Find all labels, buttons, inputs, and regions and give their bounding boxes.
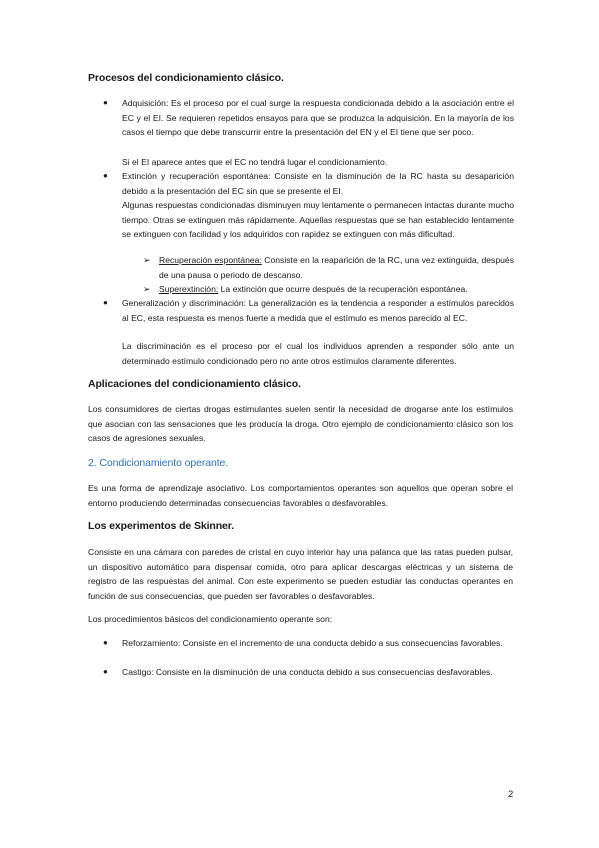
bullet-dot: ●	[103, 667, 108, 676]
section-heading-operante: 2. Condicionamiento operante.	[88, 457, 229, 469]
sub-text-superextincion: La extinción que ocurre después de la recuperación espontánea.	[218, 284, 468, 294]
bullet-dot: ●	[103, 638, 108, 647]
section-heading-procesos: Procesos del condicionamiento clásico.	[88, 72, 284, 84]
bullet-dot: ●	[103, 171, 108, 180]
paragraph-operante: Es una forma de aprendizaje asociativo. Los comportamientos operantes son aquellos que operan sobre el entorno produciendo determinadas consecuencias favorables o desfavorables.	[88, 483, 513, 508]
section-heading-skinner: Los experimentos de Skinner.	[88, 520, 234, 532]
bullet-dot: ●	[103, 298, 108, 307]
section-heading-aplicaciones: Aplicaciones del condicionamiento clásico.	[88, 378, 301, 390]
term-recuperacion: Recuperación espontánea:	[159, 255, 262, 265]
page-number: 2	[508, 789, 514, 800]
sub-item-superextincion	[159, 282, 514, 297]
sub-text-recuperacion: Consiste en la reaparición de la RC, una vez extinguida, después de una pausa o periodo de descanso.	[159, 255, 514, 280]
bullet-extra-adquisicion: Si el EI aparece antes que el EC no tendrá lugar el condicionamiento.	[122, 157, 388, 167]
bullet-dot: ●	[103, 98, 108, 107]
bullet-extra-discriminacion: La discriminación es el proceso por el cual los individuos aprenden a responder sólo ante un determinado estímulo condicionado pero no ante otros estímulos claramente diferentes.	[122, 341, 514, 366]
paragraph-procedimientos: Los procedimientos básicos del condicionamiento operante son:	[88, 614, 333, 624]
bullet-text-adquisicion: Adquisición: Es el proceso por el cual surge la respuesta condicionada debido a la asociación entre el EC y el EI. Se requieren repetidos ensayos para que se produzca la adquisición. En la mayoría de los casos el tiempo que debe transcurrir entre la presentación del EN y el EI tiene que ser poco.	[122, 98, 514, 138]
sub-item-recuperacion	[159, 253, 514, 282]
bullet-text-reforzamiento: Reforzamiento: Consiste en el incremento de una conducta debido a sus consecuencias favorables.	[122, 638, 503, 648]
paragraph-aplicaciones: Los consumidores de ciertas drogas estimulantes suelen sentir la necesidad de drogarse ante los estímulos que asocian con las sensaciones que les producía la droga. Otro ejemplo de condicionamiento clásico son los casos de agresiones sexuales.	[88, 404, 513, 444]
term-superextincion: Superextinción:	[159, 284, 219, 294]
arrow-icon: ➢	[143, 255, 151, 265]
bullet-extra-extincion: Algunas respuestas condicionadas disminuyen muy lentamente o permanecen intactas durante mucho tiempo. Otras se extinguen más rápidamente. Aquellas respuestas que se han establecido lentamente se extinguen con facilidad y los adquiridos con rapidez se extinguen con más dificultad.	[122, 200, 514, 240]
bullet-text-extincion: Extinción y recuperación espontánea: Consiste en la disminución de la RC hasta su desaparición debido a la presentación del EC sin que se presente el EI.	[122, 171, 514, 196]
bullet-text-castigo: Castigo: Consiste en la disminución de una conducta debido a sus consecuencias desfavorables.	[122, 667, 493, 677]
paragraph-skinner: Consiste en una cámara con paredes de cristal en cuyo interior hay una palanca que las ratas pueden pulsar, un dispositivo automático para dispensar comida, otro para aplicar descargas eléctricas y un sistema de registro de las respuestas del animal. Con este experimento se pueden estudiar las conductas operantes en función de sus consecuencias, que pueden ser favorables o desfavorables.	[88, 547, 513, 601]
arrow-icon: ➢	[143, 284, 151, 294]
bullet-text-generalizacion: Generalización y discriminación: La generalización es la tendencia a responder a estímulos parecidos al EC, esta respuesta es menos fuerte a medida que el estímulo es menos parecido al EC.	[122, 298, 514, 323]
